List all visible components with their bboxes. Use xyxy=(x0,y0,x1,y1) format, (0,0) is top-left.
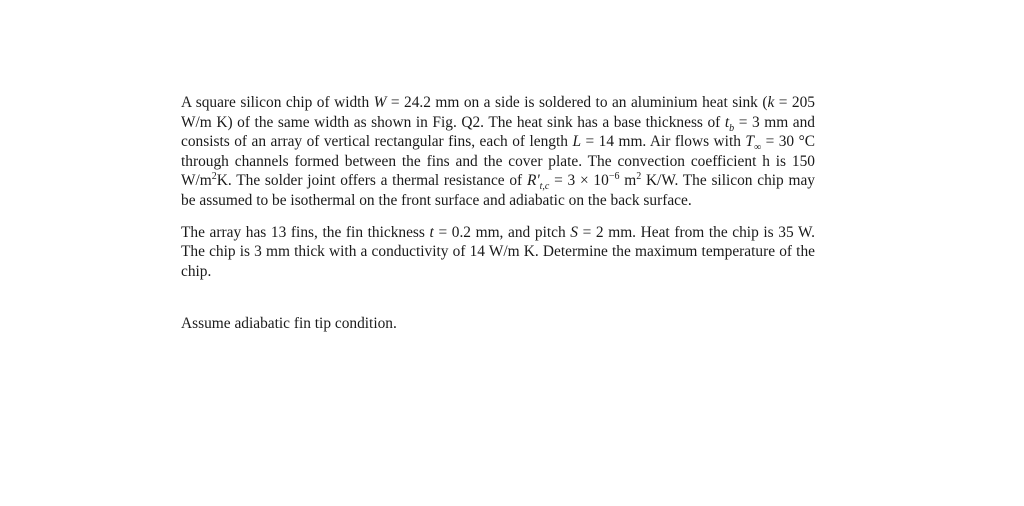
text-run: = 3 × 10 xyxy=(549,172,609,190)
exponent: −6 xyxy=(608,171,620,183)
symbol-w: W xyxy=(373,94,387,111)
problem-paragraph-3 xyxy=(181,314,815,334)
symbol-l: L xyxy=(572,133,582,151)
symbol-tb-subscript: b xyxy=(729,122,735,134)
superscript: 2 xyxy=(211,171,217,183)
text-run: m xyxy=(619,172,637,190)
symbol-s: S xyxy=(570,223,578,241)
problem-text xyxy=(181,93,815,334)
text-run: A square silicon chip of width xyxy=(181,94,374,111)
text-run: K. The solder joint offers a thermal resistance of xyxy=(216,172,527,190)
text-run: = 3 mm and consists of an array of vertical rectangular fins, each of length xyxy=(181,113,815,151)
text-run: = 30 °C through channels formed between the fins and the cover plate. The convection coefficient h is 150 W/m xyxy=(181,133,815,190)
text-run: K/W. The silicon chip may be assumed to be isothermal on the front surface and adiabatic on the back surface. xyxy=(181,172,815,209)
problem-paragraph-2 xyxy=(181,223,815,282)
text-run: = 0.2 mm, and pitch xyxy=(433,223,571,241)
superscript: 2 xyxy=(636,171,642,183)
symbol-t-inf: T xyxy=(745,133,754,151)
symbol-tb: t xyxy=(724,113,730,131)
text-run: = 14 mm. Air flows with xyxy=(581,133,746,151)
symbol-t: t xyxy=(429,223,434,241)
symbol-r-subscript: t,c xyxy=(539,181,550,193)
symbol-r: R' xyxy=(526,172,540,190)
text-run: = 24.2 mm on a side is soldered to an aluminium heat sink ( xyxy=(386,94,768,111)
symbol-k: k xyxy=(767,94,775,111)
text-run: = 2 mm. Heat from the chip is 35 W. The chip is 3 mm thick with a conductivity of 14 W/m K. Determine the maximum temperature of the chip. xyxy=(181,223,815,280)
symbol-t-inf-subscript: ∞ xyxy=(753,142,762,154)
text-run: The array has 13 fins, the fin thickness xyxy=(181,223,430,241)
problem-paragraph-1 xyxy=(181,93,815,211)
text-run: Assume adiabatic fin tip condition. xyxy=(181,315,397,333)
text-run: = 205 W/m K) of the same width as shown in Fig. Q2. The heat sink has a base thickness of xyxy=(181,94,815,131)
